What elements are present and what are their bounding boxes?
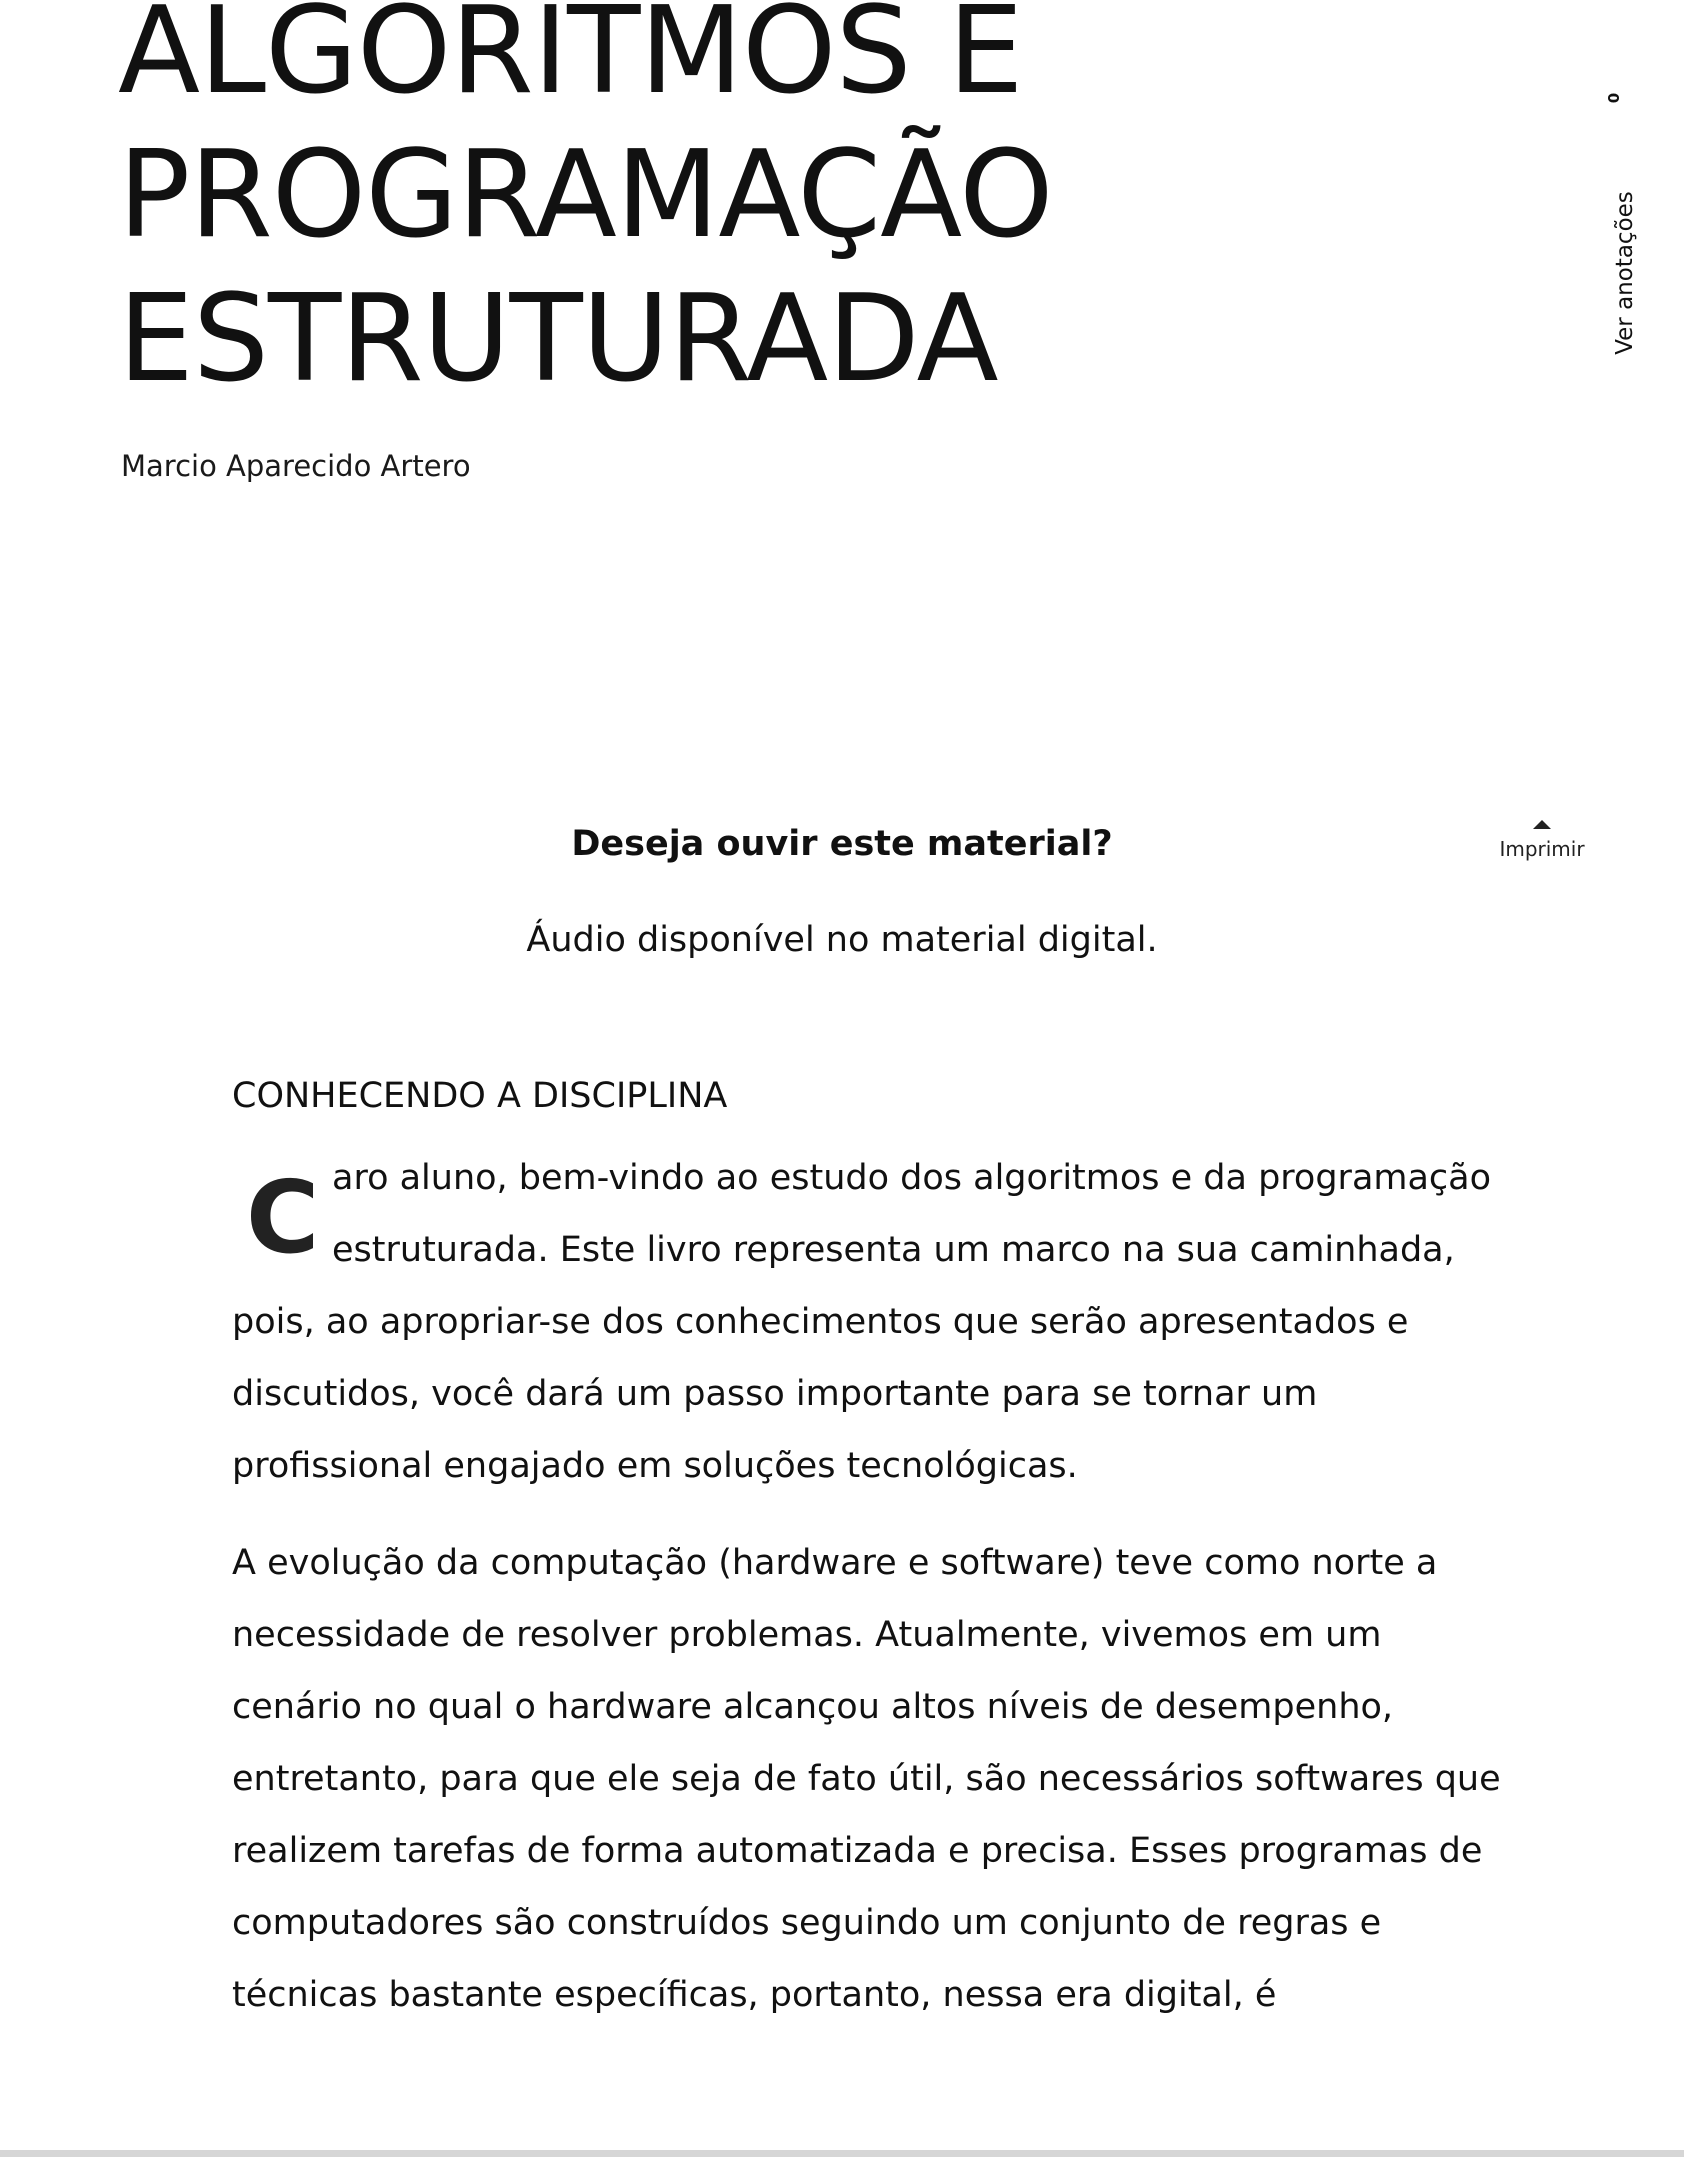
title-line: ESTRUTURADA	[118, 270, 998, 409]
audio-section	[0, 816, 1684, 968]
paragraph-line: entretanto, para que ele seja de fato útil, são necessários softwares que	[232, 1759, 1501, 1799]
paragraph-line: profissional engajado em soluções tecnológicas.	[232, 1446, 1078, 1486]
page-title	[118, 0, 1418, 412]
view-notes-button[interactable]: Ver anotações	[1612, 191, 1638, 355]
title-line: ALGORITMOS E	[118, 0, 1023, 121]
paragraph-line: cenário no qual o hardware alcançou altos níveis de desempenho,	[232, 1687, 1394, 1727]
paragraph-line: estruturada. Este livro representa um marco na sua caminhada,	[332, 1230, 1455, 1270]
audio-heading: Deseja ouvir este material?	[571, 824, 1113, 864]
drop-cap: C	[246, 1159, 320, 1276]
paragraph-line: computadores são construídos seguindo um conjunto de regras e	[232, 1903, 1382, 1943]
paragraph-line: realizem tarefas de forma automatizada e precisa. Esses programas de	[232, 1831, 1483, 1871]
notes-count: 0	[1605, 92, 1624, 104]
paragraph-line: discutidos, você dará um passo importante para se tornar um	[232, 1374, 1318, 1414]
author-name: Marcio Aparecido Artero	[121, 449, 471, 483]
audio-subtext: Áudio disponível no material digital.	[526, 920, 1158, 960]
paragraph-line: pois, ao apropriar-se dos conhecimentos que serão apresentados e	[232, 1302, 1409, 1342]
title-line: PROGRAMAÇÃO	[118, 126, 1053, 265]
paragraph	[232, 1527, 1501, 2031]
bottom-scroll-bar	[0, 2150, 1684, 2157]
print-label: Imprimir	[1499, 837, 1585, 861]
section-title: CONHECENDO A DISCIPLINA	[232, 1076, 728, 1116]
paragraph-line: necessidade de resolver problemas. Atualmente, vivemos em um	[232, 1615, 1382, 1655]
paragraph-line: A evolução da computação (hardware e software) teve como norte a	[232, 1543, 1438, 1583]
paragraph-line: aro aluno, bem-vindo ao estudo dos algoritmos e da programação	[332, 1158, 1492, 1198]
main-content	[232, 1068, 1501, 2031]
paragraph	[232, 1142, 1492, 1502]
paragraph-line: técnicas bastante específicas, portanto, nessa era digital, é	[232, 1975, 1277, 2015]
